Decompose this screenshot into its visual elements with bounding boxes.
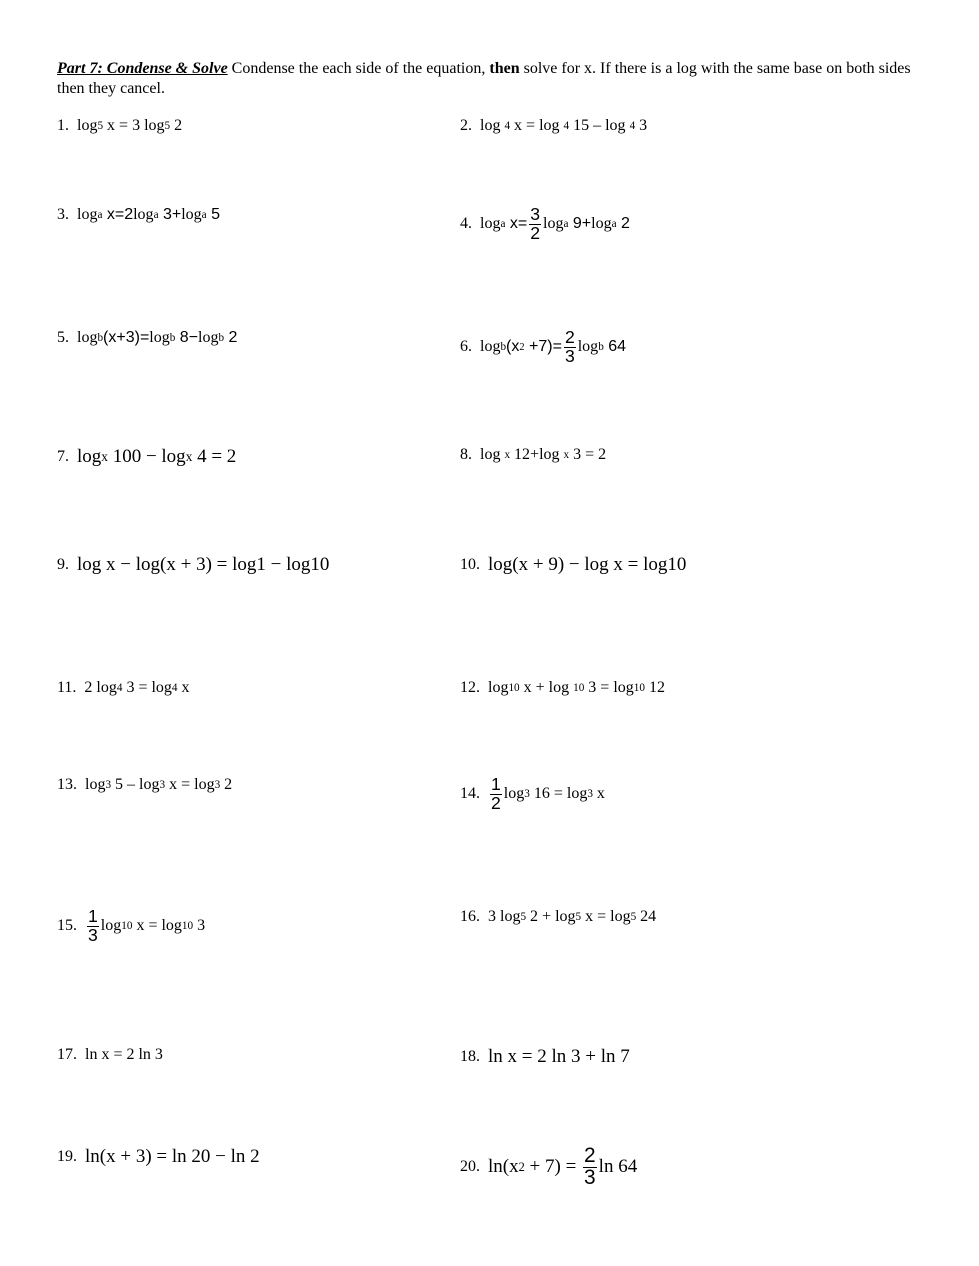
subscript: a <box>563 218 569 231</box>
subscript: 3 <box>524 788 530 801</box>
equation-text: x + log <box>519 679 574 696</box>
equation-text: log <box>149 329 170 346</box>
subscript: 4 <box>504 120 511 132</box>
equation-text: x = log <box>132 917 182 935</box>
equation <box>488 776 605 812</box>
problem-5 <box>57 329 237 347</box>
numerator: 1 <box>88 906 98 926</box>
equation-text: 3 log <box>488 908 521 925</box>
equation-text: 4 = 2 <box>192 446 237 467</box>
equation-text: 5 – log <box>111 776 160 793</box>
equation-text: x= <box>505 215 528 233</box>
problem-number: 20. <box>460 1158 480 1176</box>
subscript: 4 <box>629 120 636 132</box>
denominator: 2 <box>530 222 541 243</box>
equation-text: 3 = log <box>584 679 634 696</box>
problem-16 <box>460 908 656 926</box>
equation-text: log(x + 9) − log x = log10 <box>488 554 687 575</box>
subscript: 3 <box>105 779 112 791</box>
equation <box>85 908 205 944</box>
equation-text: + 7) = <box>524 1156 582 1178</box>
equation-text: 3+ <box>158 206 182 223</box>
equation-text: ln 64 <box>598 1156 638 1178</box>
fraction <box>87 908 99 944</box>
part-title: Part 7: Condense & Solve <box>57 60 228 77</box>
equation-text: (x+3)= <box>103 329 150 346</box>
equation-text: 2 <box>170 117 183 134</box>
problem-18 <box>460 1046 630 1068</box>
problem-15 <box>57 908 205 944</box>
problem-13 <box>57 776 232 794</box>
equation-text: ln x = 2 ln 3 + ln 7 <box>488 1046 630 1067</box>
subscript: 3 <box>159 779 166 791</box>
denominator: 3 <box>564 345 575 366</box>
equation-text: x = log <box>581 908 631 925</box>
problem-number: 9. <box>57 556 69 573</box>
subscript: 5 <box>520 911 527 923</box>
equation-text: 100 − log <box>107 446 186 467</box>
fraction <box>529 206 541 242</box>
subscript: a <box>611 218 617 231</box>
equation <box>84 679 189 697</box>
problem-7 <box>57 446 236 468</box>
problem-number: 4. <box>460 215 472 233</box>
equation-text: 2 + log <box>526 908 576 925</box>
problem-number: 14. <box>460 785 480 803</box>
equation <box>77 206 220 224</box>
equation-text: 12 <box>644 679 665 696</box>
equation-text: (x <box>506 338 520 356</box>
equation-text: log <box>488 679 509 696</box>
equation-text: log <box>198 329 219 346</box>
subscript: 10 <box>633 682 645 694</box>
subscript: 10 <box>121 920 133 933</box>
equation-text: log <box>100 917 122 935</box>
equation-text: x <box>177 679 190 696</box>
equation-text: log <box>480 215 501 233</box>
equation-text: log <box>85 776 106 793</box>
fraction <box>583 1146 597 1189</box>
equation-text: 2 <box>616 215 630 233</box>
equation <box>480 329 626 365</box>
denominator: 3 <box>584 1165 596 1189</box>
equation-text: 3 = log <box>122 679 172 696</box>
instructions <box>57 59 927 99</box>
problem-number: 18. <box>460 1048 480 1065</box>
problem-number: 10. <box>460 556 480 573</box>
problem-number: 17. <box>57 1046 77 1063</box>
problem-11 <box>57 679 190 697</box>
subscript: x <box>504 449 511 461</box>
equation-text: 8− <box>175 329 199 346</box>
subscript: 4 <box>171 682 178 694</box>
equation <box>488 554 686 576</box>
subscript: x <box>101 449 108 464</box>
subscript: x <box>185 449 193 464</box>
numerator: 1 <box>491 774 501 794</box>
equation-text: 16 = log <box>529 785 588 803</box>
equation <box>85 1146 260 1168</box>
equation-text: log <box>480 117 505 134</box>
equation-text: log <box>77 446 102 467</box>
subscript: 4 <box>563 120 570 132</box>
equation-text: log <box>503 785 525 803</box>
equation-text: log <box>480 446 505 463</box>
equation-text: ln x = 2 ln 3 <box>85 1046 163 1063</box>
subscript: 10 <box>573 682 585 694</box>
problem-8 <box>460 446 606 464</box>
equation-text: 2 <box>220 776 233 793</box>
equation <box>480 206 630 242</box>
fraction <box>564 329 576 365</box>
superscript: 2 <box>519 341 525 353</box>
problem-1 <box>57 117 182 135</box>
problem-number: 5. <box>57 329 69 346</box>
equation-text: log <box>480 338 501 356</box>
problem-number: 3. <box>57 206 69 223</box>
problem-number: 16. <box>460 908 480 925</box>
equation-text: log <box>77 329 98 346</box>
equation-text: x = log <box>510 117 564 134</box>
problem-number: 13. <box>57 776 77 793</box>
subscript: a <box>201 209 207 221</box>
subscript: 4 <box>116 682 123 694</box>
equation <box>77 117 182 135</box>
problem-2 <box>460 117 647 135</box>
subscript: a <box>500 218 506 231</box>
equation <box>488 908 656 926</box>
equation <box>480 117 647 135</box>
problem-number: 12. <box>460 679 480 696</box>
equation-text: log <box>543 215 564 233</box>
subscript: 5 <box>575 911 582 923</box>
problem-number: 8. <box>460 446 472 463</box>
equation-text: x = 3 log <box>103 117 165 134</box>
problem-3 <box>57 206 220 224</box>
subscript: 5 <box>164 120 171 132</box>
equation <box>480 446 606 464</box>
problem-14 <box>460 776 605 812</box>
denominator: 3 <box>88 924 98 945</box>
problem-number: 2. <box>460 117 472 134</box>
equation-text: 24 <box>636 908 657 925</box>
subscript: 5 <box>97 120 104 132</box>
instructions-text-2: solve for x. If there is a log with the same base on both sides then they cancel. <box>57 60 911 97</box>
equation-text: ln(x + 3) = ln 20 − ln 2 <box>85 1146 260 1167</box>
subscript: b <box>218 332 225 344</box>
instructions-bold: then <box>489 60 520 77</box>
equation-text: 9+ <box>568 215 592 233</box>
subscript: a <box>97 209 103 221</box>
equation-text: 12+log <box>510 446 564 463</box>
equation-text: ln(x <box>488 1156 519 1178</box>
denominator: 2 <box>491 792 501 813</box>
problem-number: 1. <box>57 117 69 134</box>
subscript: x <box>563 449 570 461</box>
equation-text: log <box>591 215 612 233</box>
problem-20 <box>460 1146 637 1189</box>
subscript: b <box>169 332 176 344</box>
subscript: 5 <box>630 911 637 923</box>
numerator: 2 <box>584 1144 596 1167</box>
equation <box>488 1046 630 1068</box>
fraction <box>490 776 502 812</box>
equation-text: x = log <box>165 776 215 793</box>
equation-text: log <box>77 117 98 134</box>
equation <box>77 446 236 468</box>
equation-text: log <box>77 206 98 223</box>
problem-6 <box>460 329 626 365</box>
equation-text: log <box>133 206 154 223</box>
subscript: b <box>500 341 507 354</box>
problem-number: 6. <box>460 338 472 356</box>
numerator: 2 <box>564 327 575 347</box>
subscript: 10 <box>508 682 520 694</box>
subscript: b <box>598 341 604 354</box>
equation-text: log x − log(x + 3) = log1 − log10 <box>77 554 330 575</box>
subscript: 10 <box>181 920 194 933</box>
subscript: 3 <box>587 788 593 801</box>
equation <box>77 329 237 347</box>
problem-number: 11. <box>57 679 77 696</box>
equation <box>488 679 665 697</box>
numerator: 3 <box>530 204 541 224</box>
problem-4 <box>460 206 630 242</box>
equation <box>85 1046 163 1064</box>
equation-text: +7)= <box>524 338 562 356</box>
equation-text: x <box>592 785 605 803</box>
equation-text: log <box>181 206 202 223</box>
subscript: 3 <box>214 779 221 791</box>
equation-text: 3 <box>193 917 206 935</box>
equation-text: 2 <box>224 329 238 346</box>
problem-12 <box>460 679 665 697</box>
problem-number: 19. <box>57 1148 77 1165</box>
equation <box>488 1146 637 1189</box>
equation <box>85 776 232 794</box>
problem-number: 7. <box>57 448 69 465</box>
equation-text: 3 <box>635 117 648 134</box>
equation-text: 3 = 2 <box>569 446 607 463</box>
problem-10 <box>460 554 686 576</box>
superscript: 2 <box>518 1159 525 1174</box>
problem-9 <box>57 554 329 576</box>
problem-number: 15. <box>57 917 77 935</box>
equation-text: x=2 <box>102 206 134 223</box>
problem-19 <box>57 1146 260 1168</box>
subscript: a <box>153 209 159 221</box>
equation-text: 15 – log <box>569 117 630 134</box>
equation-text: log <box>577 338 599 356</box>
equation-text: 2 log <box>84 679 117 696</box>
equation-text: 64 <box>603 338 627 356</box>
equation <box>77 554 329 576</box>
equation-text: 5 <box>206 206 220 223</box>
problem-17 <box>57 1046 163 1064</box>
instructions-text-1: Condense the each side of the equation, <box>227 60 490 77</box>
subscript: b <box>97 332 104 344</box>
